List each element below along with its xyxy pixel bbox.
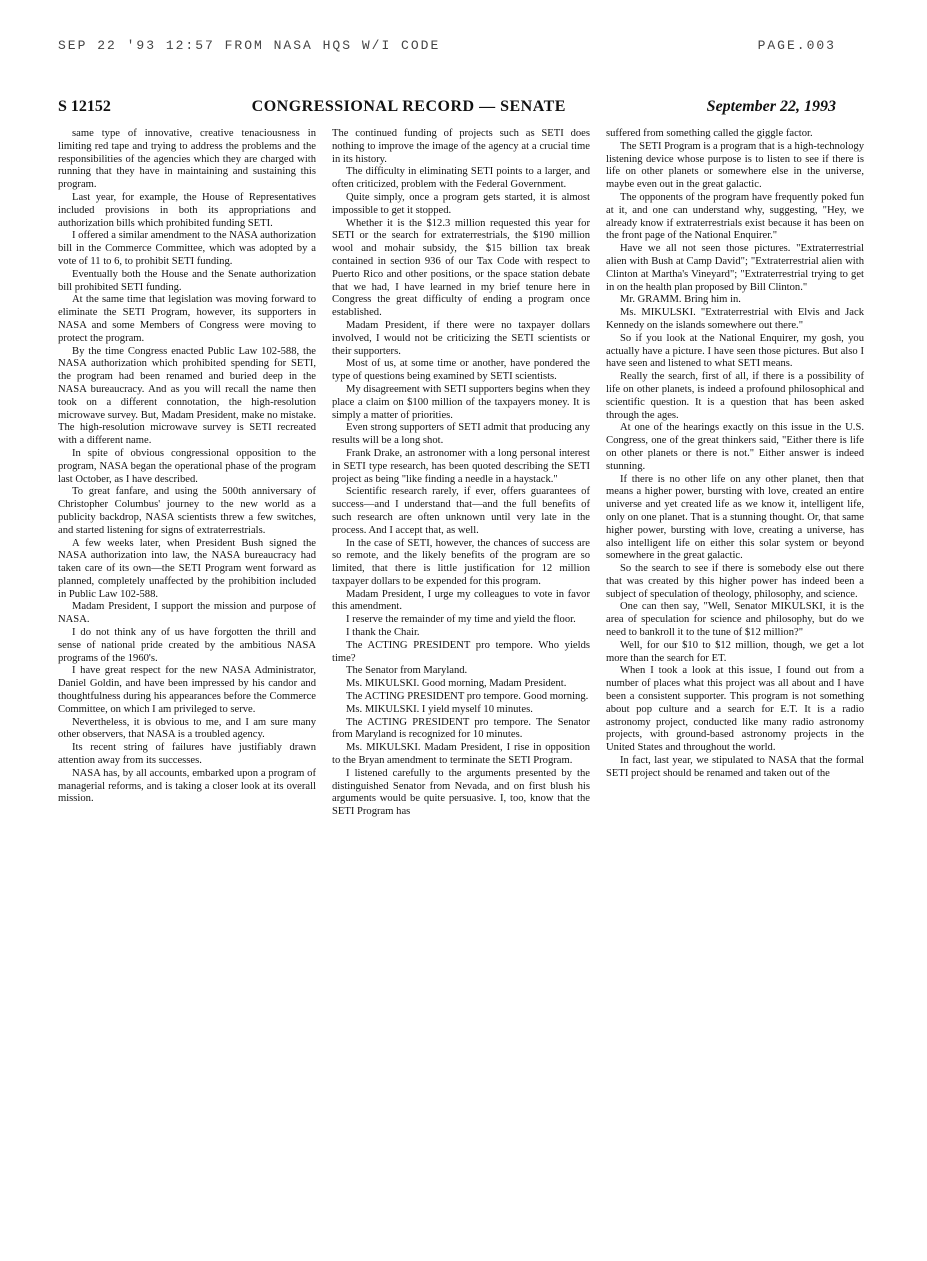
fax-page-number: PAGE.003 bbox=[757, 38, 836, 53]
publication-date: September 22, 1993 bbox=[706, 98, 836, 115]
paragraph: Ms. MIKULSKI. Madam President, I rise in opposition to the Bryan amendment to terminate the SETI Program. bbox=[332, 742, 590, 767]
paragraph: I thank the Chair. bbox=[346, 627, 420, 639]
text-column-2 bbox=[332, 128, 590, 819]
paragraph: The Senator from Maryland. bbox=[346, 665, 468, 677]
paragraph: In fact, last year, we stipulated to NASA that the formal SETI project should be renamed and taken out of the bbox=[606, 755, 864, 779]
paragraph: Eventually both the House and the Senate authorization bill prohibited SETI funding. bbox=[58, 268, 316, 293]
paragraph: Frank Drake, an astronomer with a long personal interest in SETI type research, has been quoted describing the SETI project as being "like finding a needle in a haystack." bbox=[332, 447, 590, 485]
paragraph: By the time Congress enacted Public Law 102-588, the NASA authorization which prohibited spending for SETI, the program had been renamed and buried deep in the NASA bureaucracy. And as you will recall the name then took on a different connotation, the high-resolution microwave survey. But, Madam President, make no mistake. The high-resolution microwave survey is SETI recreated with a different name. bbox=[58, 345, 316, 447]
paragraph: Even strong supporters of SETI admit that producing any results will be a long shot. bbox=[332, 422, 590, 447]
paragraph: Madam President, I urge my colleagues to vote in favor this amendment. bbox=[332, 588, 590, 613]
paragraph: Have we all not seen those pictures. "Extraterrestrial alien with Bush at Camp David"; "Extraterrestrial alien with Clinton at Martha's Vineyard"; "Extraterrestrial trying to get in on the health plan proposed by Bill Clinton." bbox=[606, 243, 864, 293]
paragraph: I offered a similar amendment to the NASA authorization bill in the Commerce Committee, which was adopted by a vote of 11 to 6, to prohibit SETI funding. bbox=[58, 230, 316, 267]
paragraph: I have great respect for the new NASA Administrator, Daniel Goldin, and have been impressed by his candor and thoughtfulness during his appearances before the Commerce Committee, on which I am privileged to serve. bbox=[58, 665, 316, 715]
paragraph: Madam President, I support the mission and purpose of NASA. bbox=[58, 601, 316, 626]
fax-transmission-header bbox=[58, 38, 836, 53]
paragraph: The ACTING PRESIDENT pro tempore. The Senator from Maryland is recognized for 10 minutes. bbox=[332, 716, 590, 741]
text-column-1 bbox=[58, 128, 316, 819]
paragraph: The opponents of the program have frequently poked fun at it, and one can understand why, suggesting, "Hey, we already know if extraterrestrials exist because it has been on the front page of the National Enquirer." bbox=[606, 191, 864, 242]
publication-title: CONGRESSIONAL RECORD — SENATE bbox=[251, 98, 566, 115]
paragraph: Well, for our $10 to $12 million, though, we get a lot more than the search for ET. bbox=[606, 639, 864, 664]
paragraph: Madam President, if there were no taxpayer dollars involved, I would not be criticizing the SETI scientists or their supporters. bbox=[332, 319, 590, 357]
paragraph: Ms. MIKULSKI. I yield myself 10 minutes. bbox=[346, 703, 533, 715]
paragraph: Last year, for example, the House of Representatives included provisions in both its appropriations and authorization bills which prohibited funding SETI. bbox=[58, 191, 316, 229]
paragraph: In the case of SETI, however, the chances of success are so remote, and the likely benefits of the program are so limited, that there is little justification for 12 million taxpayer dollars to be expended for this program. bbox=[332, 537, 590, 587]
paragraph: Nevertheless, it is obvious to me, and I am sure many other observers, that NASA is a troubled agency. bbox=[58, 716, 316, 741]
paragraph: So the search to see if there is somebody else out there that was created by this higher power has indeed been a subject of speculation of theology, philosophy, and science. bbox=[606, 563, 864, 600]
paragraph: In spite of obvious congressional opposition to the program, NASA began the operational phase of the program last October, as I have described. bbox=[58, 447, 316, 485]
paragraph: Scientific research rarely, if ever, offers guarantees of success—and I understand that—and the full benefits of such research are often unknown until very late in the process. And I accept that, as well. bbox=[332, 486, 590, 536]
fax-header-left: SEP 22 '93 12:57 FROM NASA HQS W/I CODE bbox=[58, 38, 441, 53]
paragraph: Really the search, first of all, if there is a possibility of life on other planets, is indeed a profound philosophical and scientific question. It is a question that has been asked through the ages. bbox=[606, 371, 864, 421]
paragraph: A few weeks later, when President Bush signed the NASA authorization into law, the NASA bureaucracy had taken care of its own—the SETI Program went forward as planned, completely unaffected by the prohibition included in Public Law 102-588. bbox=[58, 537, 316, 600]
paragraph: The ACTING PRESIDENT pro tempore. Good morning. bbox=[346, 691, 589, 703]
text-columns bbox=[58, 128, 864, 819]
paragraph: Most of us, at some time or another, have pondered the type of questions being examined by SETI scientists. bbox=[332, 358, 590, 383]
paragraph: Its recent string of failures have justifiably drawn attention away from its successes. bbox=[58, 742, 316, 767]
paragraph: Mr. GRAMM. Bring him in. bbox=[620, 294, 741, 306]
paragraph: The SETI Program is a program that is a high-technology listening device whose purpose is to listen to see if there is life on other planets or somewhere else in the universe, maybe even out in the great galactic. bbox=[606, 140, 864, 191]
paragraph: I reserve the remainder of my time and yield the floor. bbox=[346, 614, 576, 626]
running-head bbox=[58, 98, 836, 116]
paragraph: If there is no other life on any other planet, then that means a higher power, bursting with love, created an entire universe and yet created life as we know it, intelligent life, only on one planet. That is a stunning thought. Or, that same higher power, bursting with love, creating a universe, has also intelligent life on either this solar system or beyond somewhere in the great galactic. bbox=[606, 473, 864, 562]
paragraph: I do not think any of us have forgotten the thrill and sense of national pride created by the ambitious NASA programs of the 1960's. bbox=[58, 627, 316, 664]
paragraph: NASA has, by all accounts, embarked upon a program of managerial reforms, and is taking a closer look at its overall mission. bbox=[58, 767, 316, 805]
paragraph: The continued funding of projects such as SETI does nothing to improve the image of the agency at a crucial time in its history. bbox=[332, 128, 590, 165]
paragraph: At the same time that legislation was moving forward to eliminate the SETI Program, however, its supporters in NASA and some Members of Congress were moving to protect the program. bbox=[58, 294, 316, 344]
paragraph: Quite simply, once a program gets started, it is almost impossible to get it stopped. bbox=[332, 191, 590, 216]
paragraph: The ACTING PRESIDENT pro tempore. Who yields time? bbox=[332, 639, 590, 664]
paragraph: At one of the hearings exactly on this issue in the U.S. Congress, one of the great thinkers said, "Either there is life on other planets or there is not." Either answer is indeed stunning. bbox=[606, 422, 864, 472]
text-column-3 bbox=[606, 128, 864, 819]
paragraph: To great fanfare, and using the 500th anniversary of Christopher Columbus' journey to the new world as a publicity backdrop, NASA scientists threw a few switches, and started listening for signs of extraterrestrials. bbox=[58, 486, 316, 536]
paragraph: Whether it is the $12.3 million requested this year for SETI or the search for extraterrestrials, the $190 million wool and mohair subsidy, the $15 billion tax break contained in section 936 of our Tax Code with respect to Puerto Rico and other positions, or the space station debate that we had, I have learned in my brief tenure here in Congress the great difficulty of ending a program once established. bbox=[332, 217, 590, 319]
paragraph: When I took a look at this issue, I found out from a number of places what this project was all about and I have been a consistent supporter. This program is not something about pop culture and a search for E.T. It is a radio astronomy project, conducted like many radio astronomy projects, with ground-based astronomy projects in the United States and throughout the world. bbox=[606, 665, 864, 754]
paragraph: The difficulty in eliminating SETI points to a larger, and often criticized, problem with the Federal Government. bbox=[332, 166, 590, 191]
page-number: S 12152 bbox=[58, 98, 111, 115]
paragraph: I listened carefully to the arguments presented by the distinguished Senator from Nevada, and on first blush his arguments would be quite persuasive. I, too, know that the SETI Program has bbox=[332, 767, 590, 818]
paragraph: So if you look at the National Enquirer, my gosh, you actually have a picture. I have seen those pictures. But also I have seen and listened to what SETI means. bbox=[606, 332, 864, 370]
paragraph: Ms. MIKULSKI. Good morning, Madam President. bbox=[346, 678, 567, 690]
paragraph: My disagreement with SETI supporters begins when they place a claim on $100 million of the taxpayers money. It is simply a matter of priorities. bbox=[332, 383, 590, 421]
paragraph: One can then say, "Well, Senator MIKULSKI, it is the area of speculation for science and philosophy, but do we need to bankroll it to the tune of $12 million?" bbox=[606, 601, 864, 639]
paragraph: same type of innovative, creative tenaciousness in limiting red tape and trying to address the problems and the responsibilities of the agencies which they are charged with running that they have in maintaining and sustaining this program. bbox=[58, 128, 316, 191]
paragraph: suffered from something called the giggle factor. bbox=[606, 128, 813, 139]
paragraph: Ms. MIKULSKI. "Extraterrestrial with Elvis and Jack Kennedy on the islands somewhere out there." bbox=[606, 307, 864, 331]
